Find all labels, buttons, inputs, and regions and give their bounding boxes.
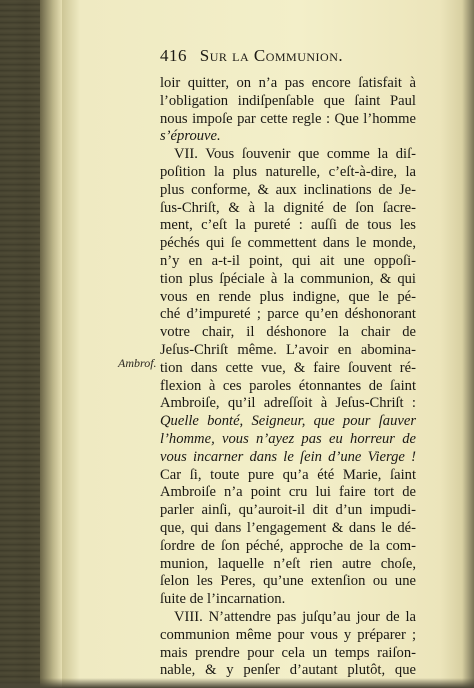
page-gutter bbox=[40, 0, 62, 688]
text-line: Quelle bonté, Seigneur, que pour ſauver bbox=[160, 413, 416, 430]
text-line: n’y en a-t-il point, qui ait une oppoſi- bbox=[160, 252, 416, 269]
text-line: nous impoſe par cette regle : Que l’homme bbox=[160, 110, 416, 127]
text-line: poſition la plus naturelle, c’eſt-à-dire, la bbox=[160, 163, 416, 180]
text-line: s’éprouve. bbox=[160, 128, 221, 145]
margin-note: Ambrof. bbox=[118, 356, 157, 370]
text-line: Jeſus-Chriſt même. L’avoir en abomina- bbox=[160, 341, 416, 358]
page-number: 416 bbox=[160, 46, 187, 65]
text-line: votre chair, il déshonore la chair de bbox=[160, 324, 416, 341]
running-title: Sur la Communion. bbox=[199, 46, 344, 65]
text-line: Ambroiſe n’a point cru lui faire tort de bbox=[160, 484, 416, 501]
text-line: loir quitter, on n’a pas encore ſatisfait à bbox=[160, 75, 416, 91]
text-line: nable, & y penſer d’autant plutôt, que bbox=[160, 662, 416, 679]
text-line: VIII. N’attendre pas juſqu’au jour de la bbox=[174, 608, 416, 625]
body-text bbox=[160, 75, 416, 680]
text-line: Car ſi, toute pure qu’a été Marie, ſaint bbox=[160, 466, 416, 483]
text-line: mais prendre pour cela un temps raiſon- bbox=[160, 644, 416, 661]
running-header bbox=[160, 46, 420, 66]
text-line: péchés qui ſe commettent dans le monde, bbox=[160, 235, 416, 252]
text-line: vous en rende plus indigne, que le pé- bbox=[160, 288, 416, 305]
text-line: Ambroiſe, qu’il adreſſoit à Jeſus-Chriſt : bbox=[160, 395, 416, 412]
text-line: l’obligation indiſpenſable que ſaint Paul bbox=[160, 92, 416, 109]
text-line: ché d’impureté ; parce qu’en déshonorant bbox=[160, 306, 416, 323]
text-line: que, qui dans l’engagement & dans le dé- bbox=[160, 519, 416, 536]
text-line: munion, laquelle n’eſt rien autre choſe, bbox=[160, 555, 416, 572]
text-line: ſordre de ſon péché, approche de la com- bbox=[160, 537, 416, 554]
text-line: vous incarner dans le ſein d’une Vierge ! bbox=[160, 448, 416, 465]
bottom-edge-shadow bbox=[0, 678, 474, 688]
text-line: tion plus ſpéciale à la communion, & qui bbox=[160, 270, 416, 287]
text-line: l’homme, vous n’ayez pas eu horreur de bbox=[160, 430, 416, 447]
text-line: ſus-Chriſt, & à la dignité de ſon ſacre- bbox=[160, 199, 416, 216]
text-line: ment, c’eſt la pureté : auſſi de tous les bbox=[160, 217, 416, 234]
book-spine bbox=[0, 0, 40, 688]
text-line: ſuite de l’incarnation. bbox=[160, 591, 286, 608]
text-line: flexion à ces paroles étonnantes de ſaint bbox=[160, 377, 416, 394]
text-line: parler ainſi, qu’auroit-il dit d’un impudi- bbox=[160, 502, 416, 519]
text-line: VII. Vous ſouvenir que comme la diſ- bbox=[174, 146, 416, 163]
text-line: tion dans cette vue, & faire ſouvent ré- bbox=[160, 359, 416, 376]
text-line: plus conforme, & aux inclinations de Je- bbox=[160, 181, 416, 198]
text-line: ſelon les Peres, qu’une extenſion ou une bbox=[160, 573, 416, 590]
text-line: communion même pour vous y préparer ; bbox=[160, 626, 416, 643]
